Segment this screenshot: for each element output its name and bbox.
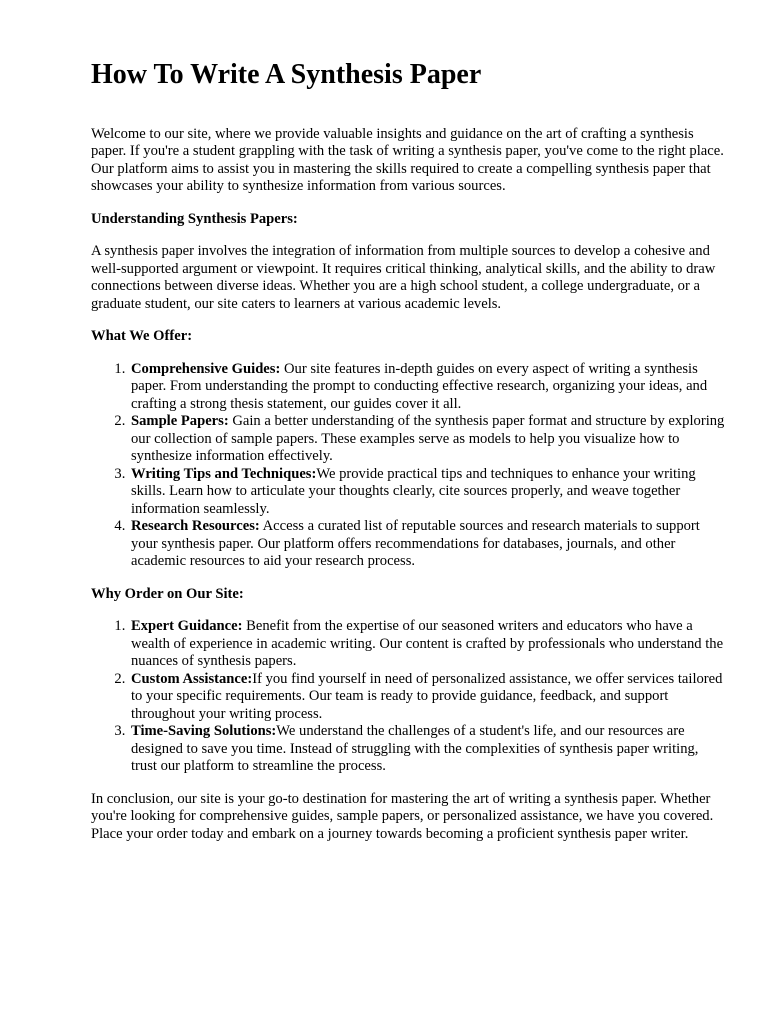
section-heading-offer: What We Offer:	[91, 328, 193, 345]
list-item-text: We understand the challenges of a student's life, and our resources are designed to save you time. Instead of struggling with the complexities of synthesis paper writing, trust our platform to streamline the process.	[131, 723, 699, 775]
list-item-text: Access a curated list of reputable sources and research materials to support your synthesis paper. Our platform offers recommendations for databases, journals, and other academic resources to aid your research process.	[131, 518, 700, 570]
list-item	[129, 413, 728, 466]
list-item-text: If you find yourself in need of personalized assistance, we offer services tailored to your specific requirements. Our team is ready to provide guidance, feedback, and support throughout your writing process.	[131, 670, 723, 722]
list-item-lead: Sample Papers:	[131, 413, 229, 430]
intro-paragraph: Welcome to our site, where we provide valuable insights and guidance on the art of crafting a synthesis paper. If you're a student grappling with the task of writing a synthesis paper, you've come to the right place. Our platform aims to assist you in mastering the skills required to create a compelling synthesis paper that showcases your ability to synthesize information from various sources.	[91, 125, 724, 195]
list-item-text: Benefit from the expertise of our seasoned writers and educators who have a wealth of experience in academic writing. Our content is crafted by professionals who understand the nuances of synthesis papers.	[131, 618, 724, 670]
list-item-lead: Comprehensive Guides:	[131, 360, 281, 377]
offer-list	[91, 361, 728, 571]
list-item	[129, 618, 728, 671]
list-item	[129, 723, 728, 776]
conclusion-paragraph: In conclusion, our site is your go-to destination for mastering the art of writing a synthesis paper. Whether you're looking for comprehensive guides, sample papers, or personalized assistance, we have you covered. Place your order today and embark on a journey towards becoming a proficient synthesis paper writer.	[91, 790, 714, 842]
list-item-text: Gain a better understanding of the synthesis paper format and structure by exploring our collection of sample papers. These examples serve as models to help you visualize how to synthesize information effectively.	[131, 413, 725, 465]
list-item	[129, 518, 728, 571]
understanding-paragraph: A synthesis paper involves the integration of information from multiple sources to develop a cohesive and well-supported argument or viewpoint. It requires critical thinking, analytical skills, and the ability to draw connections between diverse ideas. Whether you are a high school student, a college undergraduate, or a graduate student, our site caters to learners at various academic levels.	[91, 243, 716, 312]
list-item	[129, 361, 728, 414]
list-item-lead: Writing Tips and Techniques:	[131, 465, 317, 482]
list-item-lead: Research Resources:	[131, 518, 260, 535]
list-item-lead: Expert Guidance:	[131, 618, 243, 635]
list-item-lead: Time-Saving Solutions:	[131, 723, 277, 740]
list-item	[129, 466, 728, 519]
list-item-text: We provide practical tips and techniques to enhance your writing skills. Learn how to articulate your thoughts clearly, cite sources properly, and weave together information seamlessly.	[131, 465, 696, 517]
list-item-text: Our site features in-depth guides on every aspect of writing a synthesis paper. From understanding the prompt to conducting effective research, organizing your ideas, and crafting a strong thesis statement, our guides cover it all.	[131, 360, 708, 412]
list-item-lead: Custom Assistance:	[131, 670, 253, 687]
why-order-list	[91, 618, 728, 776]
section-heading-understanding: Understanding Synthesis Papers:	[91, 210, 298, 227]
section-heading-why-order: Why Order on Our Site:	[91, 585, 244, 602]
document-title: How To Write A Synthesis Paper	[91, 59, 482, 90]
list-item	[129, 671, 728, 724]
